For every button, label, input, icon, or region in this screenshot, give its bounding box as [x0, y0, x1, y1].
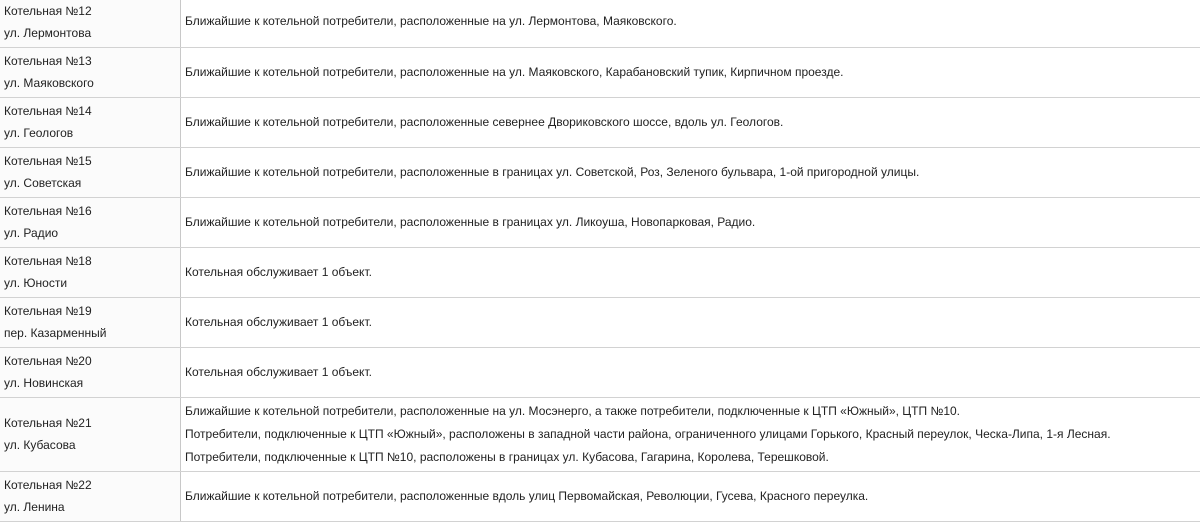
boiler-name-cell — [0, 47, 181, 97]
boiler-description-cell — [181, 247, 1200, 297]
boiler-name: Котельная №16 — [4, 204, 92, 218]
boiler-description: Ближайшие к котельной потребители, расположенные вдоль улиц Первомайская, Революции, Гусева, Красного переулка. — [185, 488, 869, 503]
table-row — [0, 297, 1200, 347]
boiler-name-cell — [0, 347, 181, 397]
table-row — [0, 471, 1200, 521]
boiler-street: ул. Ленина — [4, 500, 65, 514]
table-row — [0, 247, 1200, 297]
table-row — [0, 147, 1200, 197]
boiler-name: Котельная №18 — [4, 254, 92, 268]
boiler-name-cell — [0, 197, 181, 247]
boiler-street: ул. Лермонтова — [4, 25, 92, 40]
boiler-name: Котельная №14 — [4, 104, 92, 118]
boiler-name-cell — [0, 397, 181, 471]
boiler-description-cell — [181, 397, 1200, 471]
boiler-description-cell — [181, 347, 1200, 397]
boiler-street: ул. Геологов — [4, 126, 74, 140]
boiler-name-cell — [0, 97, 181, 147]
boiler-street: ул. Радио — [4, 226, 59, 240]
boiler-description: Ближайшие к котельной потребители, расположенные на ул. Мосэнерго, а также потребители, подключенные к ЦТП «Южный», ЦТП №10. — [185, 403, 961, 418]
boiler-street: ул. Советская — [4, 176, 82, 190]
table-row — [0, 47, 1200, 97]
boiler-name: Котельная №15 — [4, 154, 92, 168]
boiler-description-cell — [181, 197, 1200, 247]
boiler-name: Котельная №13 — [4, 54, 92, 68]
table-row — [0, 0, 1200, 47]
table-row — [0, 347, 1200, 397]
boiler-description-cell — [181, 97, 1200, 147]
boiler-description-cell — [181, 297, 1200, 347]
table-row — [0, 397, 1200, 471]
boiler-description: Ближайшие к котельной потребители, расположенные в границах ул. Ликоуша, Новопарковая, Радио. — [185, 214, 756, 229]
boiler-description-cell — [181, 471, 1200, 521]
boiler-name-cell — [0, 0, 181, 47]
boiler-description: Ближайшие к котельной потребители, расположенные на ул. Маяковского, Карабановский тупик, Кирпичном проезде. — [185, 64, 844, 79]
boiler-description: Потребители, подключенные к ЦТП №10, расположены в границах ул. Кубасова, Гагарина, Королева, Терешковой. — [185, 449, 829, 464]
boiler-name: Котельная №21 — [4, 416, 92, 430]
table-row — [0, 197, 1200, 247]
boiler-description: Ближайшие к котельной потребители, расположенные на ул. Лермонтова, Маяковского. — [185, 14, 677, 29]
boiler-name: Котельная №19 — [4, 304, 92, 318]
boiler-description-cell — [181, 47, 1200, 97]
boiler-street: ул. Кубасова — [4, 438, 76, 452]
boiler-description: Котельная обслуживает 1 объект. — [185, 364, 372, 379]
boiler-description: Котельная обслуживает 1 объект. — [185, 264, 372, 279]
boiler-description: Потребители, подключенные к ЦТП «Южный», расположены в западной части района, ограниченного улицами Горького, Красный переулок, Ческа-Липа, 1-я Лесная. — [185, 426, 1111, 441]
boiler-name: Котельная №12 — [4, 3, 92, 18]
boiler-description-cell — [181, 147, 1200, 197]
boiler-name: Котельная №22 — [4, 478, 92, 492]
boiler-name-cell — [0, 471, 181, 521]
boiler-name-cell — [0, 147, 181, 197]
boiler-name-cell — [0, 297, 181, 347]
boiler-street: ул. Новинская — [4, 376, 84, 390]
boiler-name-cell — [0, 247, 181, 297]
boiler-street: пер. Казарменный — [4, 326, 107, 340]
boiler-description-cell — [181, 0, 1200, 47]
boiler-description: Котельная обслуживает 1 объект. — [185, 314, 372, 329]
boiler-name: Котельная №20 — [4, 354, 92, 368]
table-row — [0, 97, 1200, 147]
boiler-street: ул. Юности — [4, 276, 68, 290]
boiler-street: ул. Маяковского — [4, 76, 94, 90]
boiler-description: Ближайшие к котельной потребители, расположенные в границах ул. Советской, Роз, Зеленого бульвара, 1-ой пригородной улицы. — [185, 164, 920, 179]
boiler-description: Ближайшие к котельной потребители, расположенные севернее Двориковского шоссе, вдоль ул. Геологов. — [185, 114, 784, 129]
